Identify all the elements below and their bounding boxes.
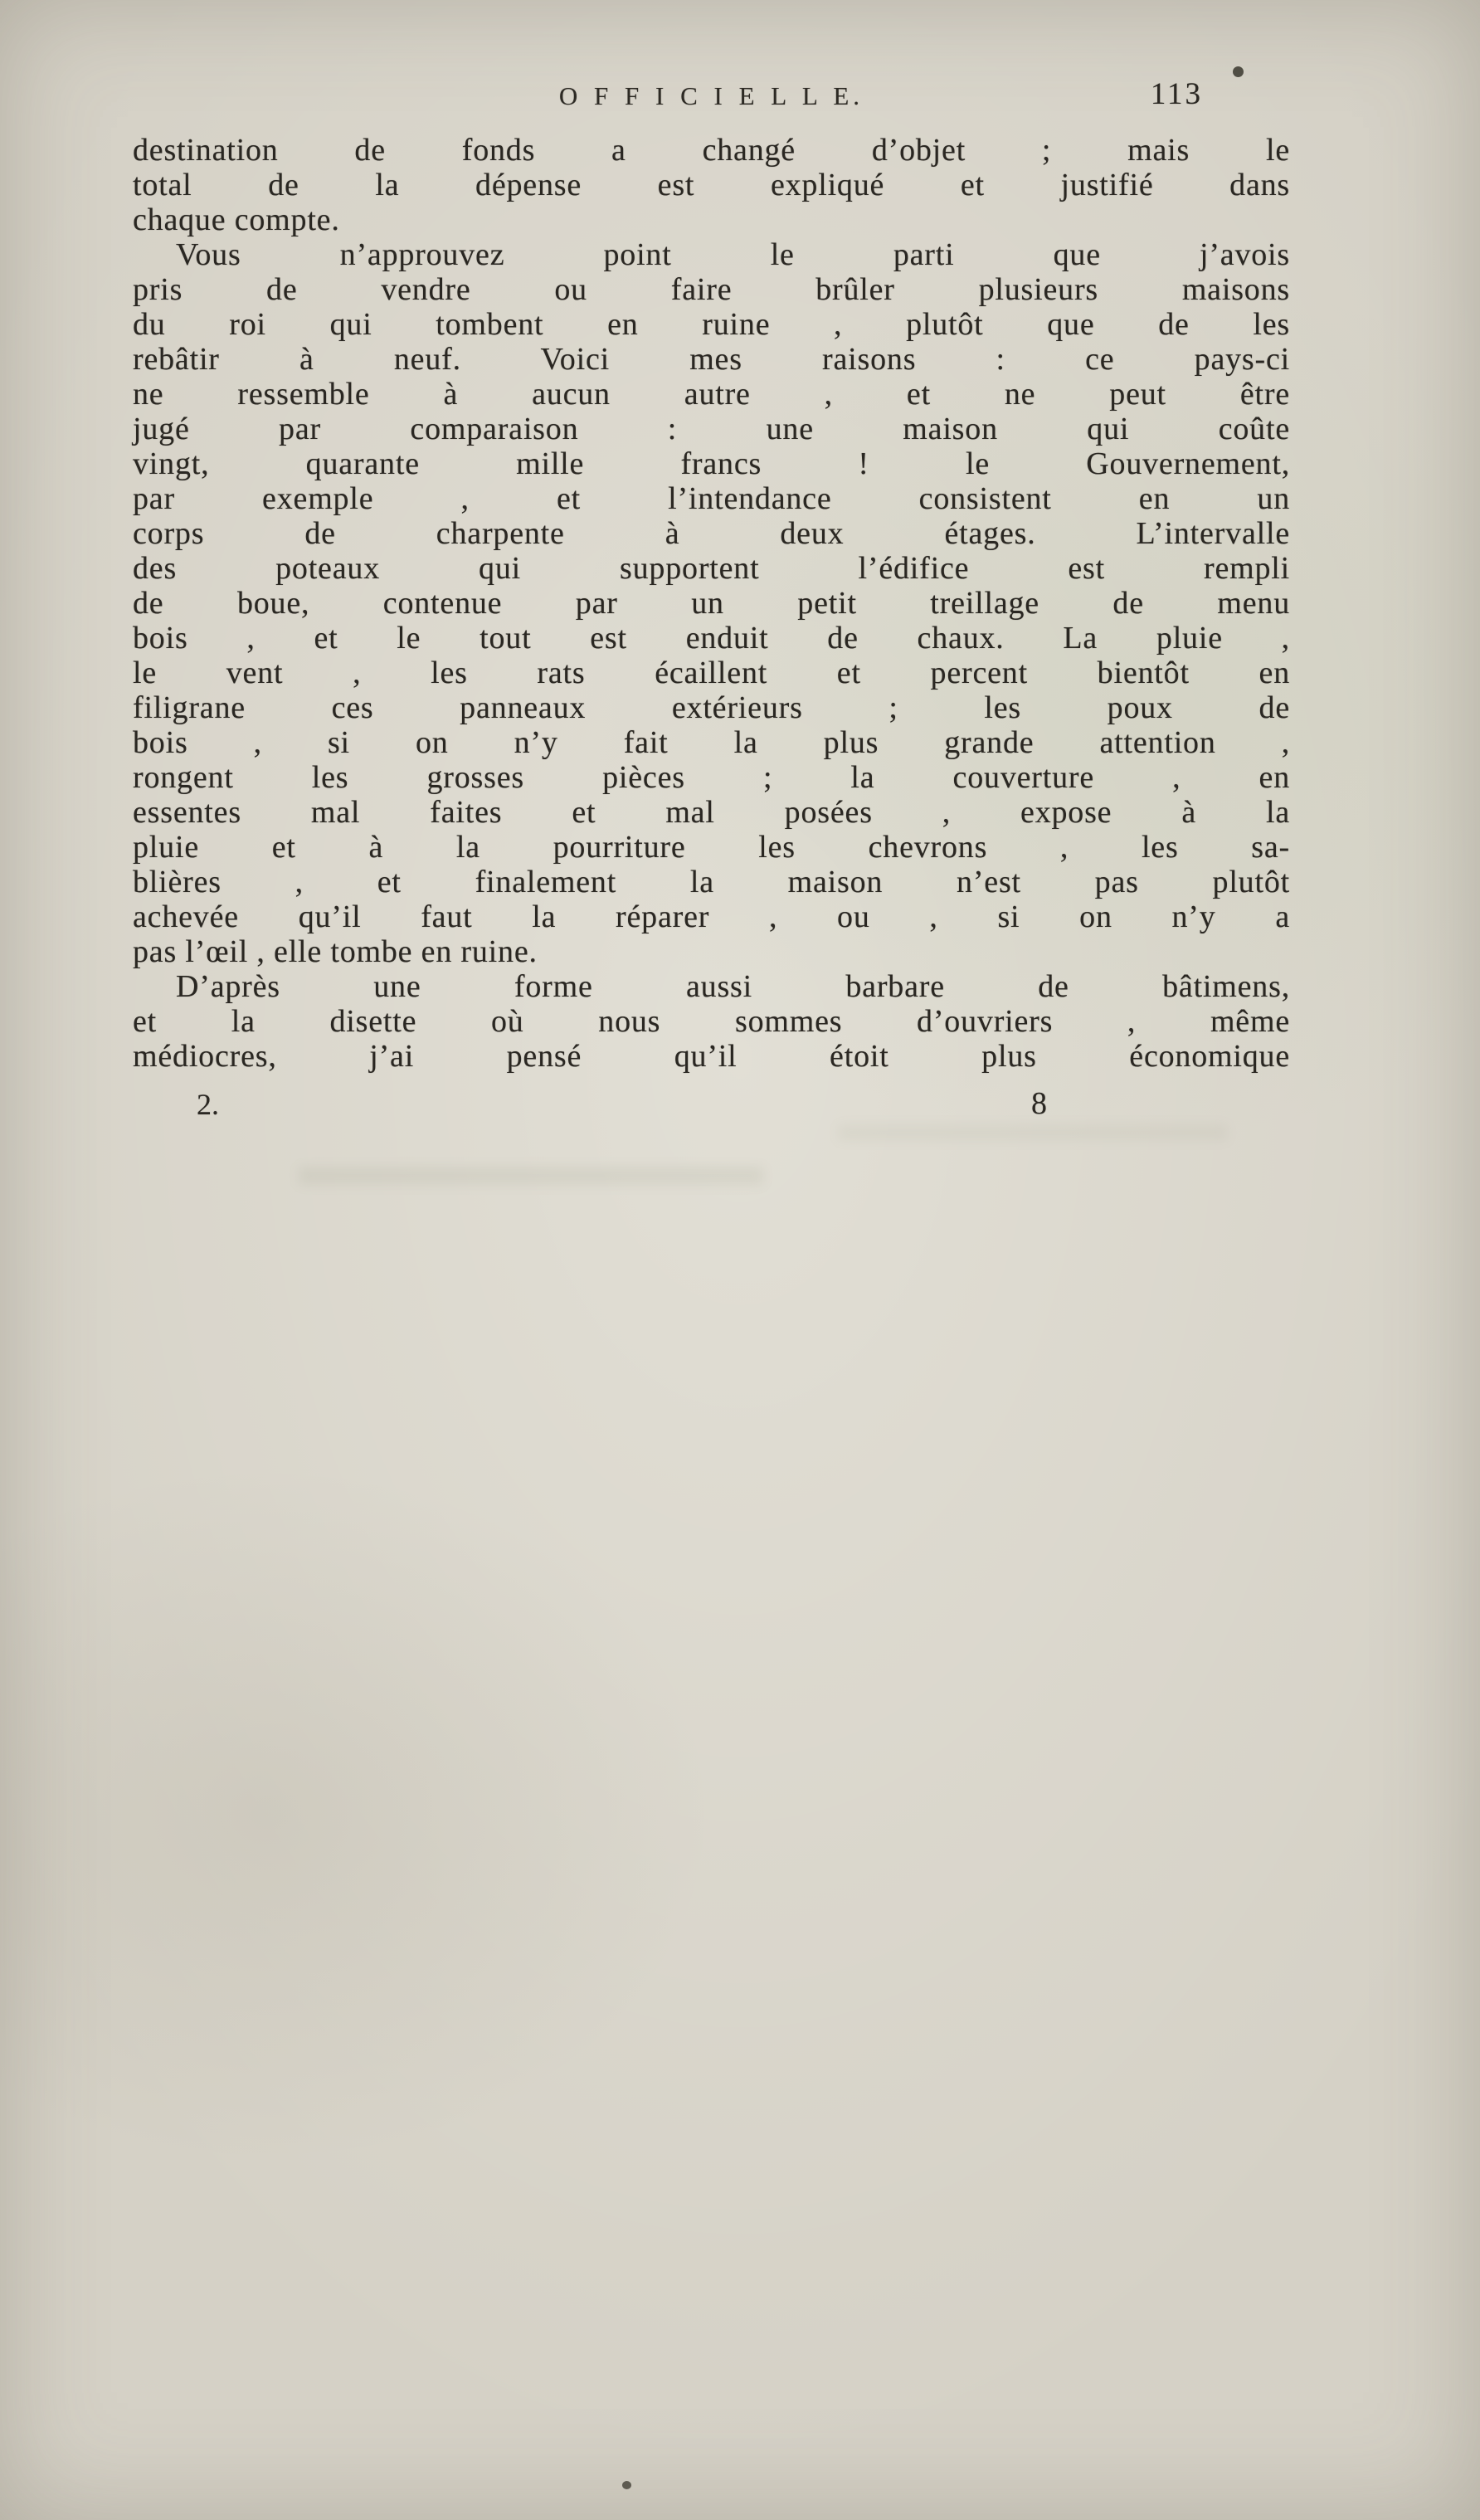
text-line: rongent les grosses pièces ; la couverture , en	[133, 760, 1290, 795]
text-line: destination de fonds a changé d’objet ; mais le	[133, 133, 1290, 168]
paragraph	[133, 133, 1290, 237]
gathering-signature: 8	[1031, 1086, 1047, 1121]
text-line: pas l’œil , elle tombe en ruine.	[133, 934, 538, 969]
page-footer	[133, 1087, 1290, 1137]
scanned-page-text-block	[133, 77, 1290, 1137]
text-line: jugé par comparaison : une maison qui coûte	[133, 412, 1290, 446]
paragraph	[133, 969, 1290, 1074]
text-line: D’après une forme aussi barbare de bâtimens,	[176, 969, 1290, 1004]
text-line: vingt, quarante mille francs ! le Gouvernement,	[133, 446, 1290, 481]
text-line: ne ressemble à aucun autre , et ne peut être	[133, 377, 1290, 412]
text-line: rebâtir à neuf. Voici mes raisons : ce pays-ci	[133, 342, 1290, 377]
text-line: essentes mal faites et mal posées , expose à la	[133, 795, 1290, 830]
ink-speck	[1233, 66, 1244, 77]
text-line: total de la dépense est expliqué et justifié dans	[133, 168, 1290, 202]
text-line: bois , si on n’y fait la plus grande attention ,	[133, 725, 1290, 760]
text-line: Vous n’approuvez point le parti que j’avois	[176, 237, 1290, 272]
text-line: filigrane ces panneaux extérieurs ; les poux de	[133, 690, 1290, 725]
text-line: le vent , les rats écaillent et percent bientôt en	[133, 656, 1290, 690]
ink-speck	[622, 2481, 631, 2489]
running-header-title: O F F I C I E L L E.	[558, 81, 864, 110]
text-line: et la disette où nous sommes d’ouvriers , même	[133, 1004, 1290, 1039]
volume-signature: 2.	[197, 1088, 219, 1121]
text-line: corps de charpente à deux étages. L’intervalle	[133, 516, 1290, 551]
text-line: chaque compte.	[133, 202, 340, 237]
text-line: blières , et finalement la maison n’est pas plutôt	[133, 865, 1290, 899]
text-line: pris de vendre ou faire brûler plusieurs maisons	[133, 272, 1290, 307]
paragraph	[133, 237, 1290, 969]
text-line: par exemple , et l’intendance consistent en un	[133, 481, 1290, 516]
text-line: de boue, contenue par un petit treillage de menu	[133, 586, 1290, 621]
page-number: 113	[1150, 77, 1203, 111]
page-header	[133, 77, 1290, 119]
text-line: achevée qu’il faut la réparer , ou , si on n’y a	[133, 899, 1290, 934]
text-line: pluie et à la pourriture les chevrons , les sa-	[133, 830, 1290, 865]
text-line: du roi qui tombent en ruine , plutôt que de les	[133, 307, 1290, 342]
bleed-through-smudge	[299, 1167, 763, 1185]
text-line: médiocres, j’ai pensé qu’il étoit plus économique	[133, 1039, 1290, 1074]
text-line: bois , et le tout est enduit de chaux. La pluie ,	[133, 621, 1290, 656]
text-line: des poteaux qui supportent l’édifice est rempli	[133, 551, 1290, 586]
